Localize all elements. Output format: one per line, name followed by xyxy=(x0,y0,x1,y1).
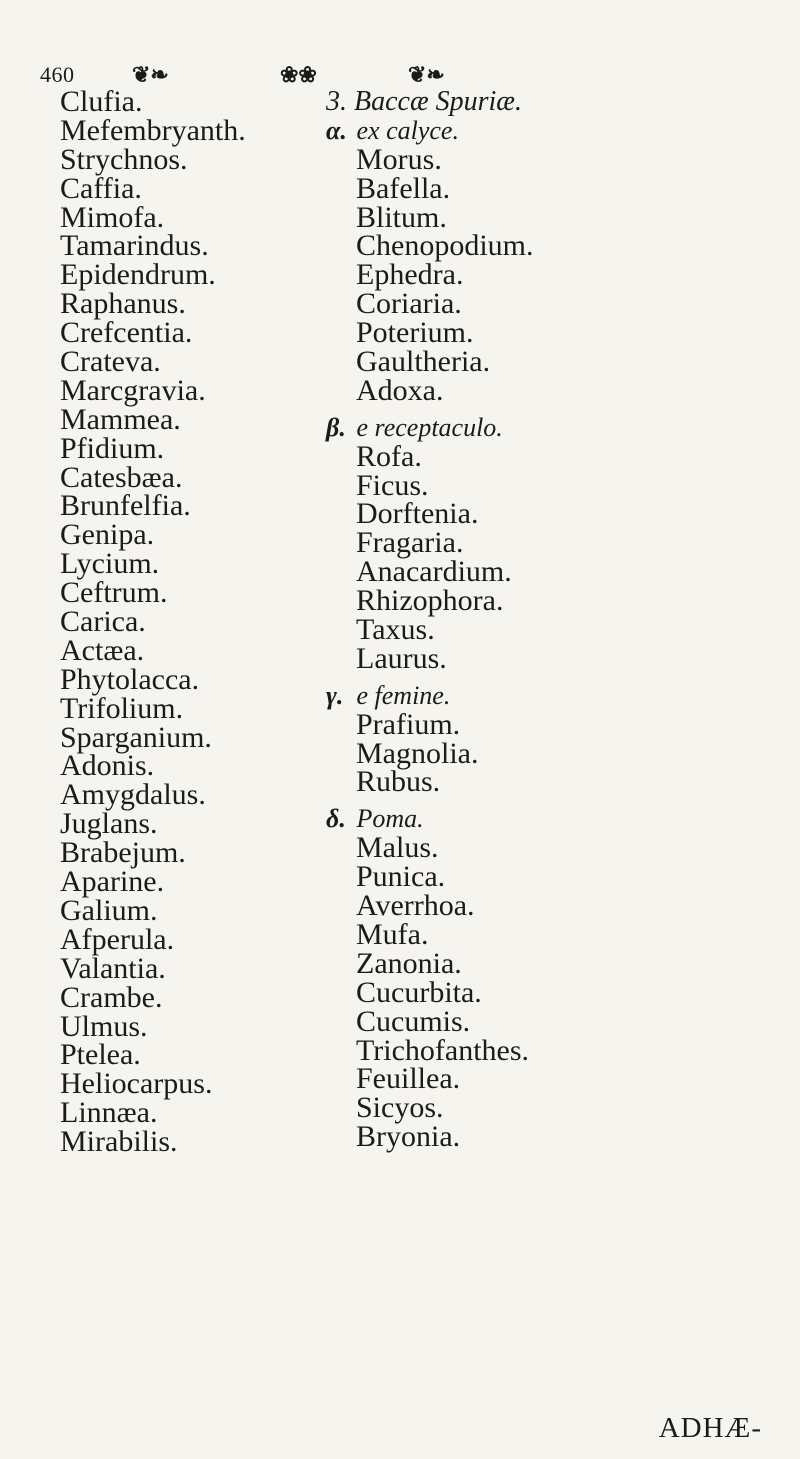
genus-entry: Galium. xyxy=(60,893,158,927)
genus-entry: Sicyos. xyxy=(356,1091,444,1125)
genus-entry: Averrhoa. xyxy=(356,889,475,923)
genus-entry: Crambe. xyxy=(60,980,163,1014)
genus-entry: Clufia. xyxy=(60,85,143,118)
subgroup-marker: δ. xyxy=(326,804,346,834)
genus-entry: Dorftenia. xyxy=(356,497,479,531)
genus-entry: Aparine. xyxy=(60,865,165,899)
genus-entry: Mammea. xyxy=(60,402,181,436)
genus-entry: Cucurbita. xyxy=(356,975,482,1009)
genus-entry: Morus. xyxy=(356,142,442,176)
genus-entry: Ulmus. xyxy=(60,1009,148,1043)
page-number: 460 xyxy=(40,62,75,87)
genus-entry: Mefembryanth. xyxy=(60,113,246,147)
catchword: ADHÆ- xyxy=(658,1412,762,1444)
ornament-right-icon: ❦❧ xyxy=(408,62,445,87)
genus-entry: Adonis. xyxy=(60,749,155,783)
genus-entry: Ptelea. xyxy=(60,1038,141,1072)
genus-entry: Phytolacca. xyxy=(60,662,200,696)
genus-entry: Bafella. xyxy=(356,171,451,205)
genus-entry: Taxus. xyxy=(356,613,435,647)
genus-entry: Sparganium. xyxy=(60,720,212,754)
genus-entry: Valantia. xyxy=(60,951,166,985)
subgroup-title: ex calyce. xyxy=(356,115,459,145)
genus-entry: Catesbæa. xyxy=(60,460,183,494)
genus-entry: Ephedra. xyxy=(356,258,464,292)
subgroup-heading xyxy=(326,682,786,711)
subgroup-title: Poma. xyxy=(356,804,424,834)
genus-entry: Prafium. xyxy=(356,707,461,741)
genus-entry: Ficus. xyxy=(356,468,429,502)
genus-entry: Crefcentia. xyxy=(60,316,193,350)
genus-entry: Zanonia. xyxy=(356,946,462,980)
genus-entry: Tamarindus. xyxy=(60,229,209,263)
genus-entry: Brunfelfia. xyxy=(60,489,191,523)
genus-entry: Blitum. xyxy=(356,200,447,234)
subgroup-heading xyxy=(326,805,786,834)
subgroup-marker: γ. xyxy=(326,680,344,710)
right-column xyxy=(326,88,786,1152)
genus-entry: Rofa. xyxy=(356,439,422,473)
subgroup-heading xyxy=(326,414,786,443)
genus-entry: Malus. xyxy=(356,831,439,865)
left-column xyxy=(60,85,340,1159)
right-groups xyxy=(326,117,786,1152)
section-heading: 3. Baccæ Spuriæ. xyxy=(326,86,522,117)
genus-entry: Juglans. xyxy=(60,807,158,841)
genus-entry: Linnæa. xyxy=(60,1096,158,1130)
subgroup-title: e femine. xyxy=(356,680,451,710)
genus-entry: Laurus. xyxy=(356,641,447,675)
genus-entry: Chenopodium. xyxy=(356,229,534,263)
genus-entry: Cucumis. xyxy=(356,1004,471,1038)
subgroup-heading xyxy=(326,117,786,146)
genus-entry: Raphanus. xyxy=(60,287,186,321)
subgroup-title: e receptaculo. xyxy=(356,412,503,442)
genus-entry: Mimofa. xyxy=(60,200,165,234)
genus-entry: Crateva. xyxy=(60,345,161,379)
genus-entry: Fragaria. xyxy=(356,526,464,560)
genus-entry: Poterium. xyxy=(356,316,474,350)
genus-entry: Strychnos. xyxy=(60,142,188,176)
genus-entry: Amygdalus. xyxy=(60,778,206,812)
genus-entry: Feuillea. xyxy=(356,1062,461,1096)
genus-entry: Pfidium. xyxy=(60,431,165,465)
genus-entry: Genipa. xyxy=(60,518,155,552)
genus-entry: Rhizophora. xyxy=(356,584,504,618)
genus-entry: Coriaria. xyxy=(356,287,462,321)
genus-entry: Afperula. xyxy=(60,922,175,956)
genus-entry: Anacardium. xyxy=(356,555,512,589)
genus-entry: Mufa. xyxy=(356,917,429,951)
genus-entry: Brabejum. xyxy=(60,836,186,870)
genus-entry: Rubus. xyxy=(356,765,441,799)
genus-entry: Ceftrum. xyxy=(60,576,168,610)
genus-entry: Epidendrum. xyxy=(60,258,216,292)
genus-entry: Marcgravia. xyxy=(60,373,206,407)
ornament-left-icon: ❦❧ xyxy=(132,62,169,87)
subgroup-marker: β. xyxy=(326,412,346,442)
ornament-center-icon: ❀❀ xyxy=(280,62,317,87)
genus-entry: Mirabilis. xyxy=(60,1125,178,1159)
genus-entry: Heliocarpus. xyxy=(60,1067,213,1101)
genus-entry: Bryonia. xyxy=(356,1120,461,1154)
genus-entry: Trichofanthes. xyxy=(356,1033,530,1067)
genus-entry: Actæa. xyxy=(60,633,145,667)
genus-entry: Trifolium. xyxy=(60,691,184,725)
genus-entry: Lycium. xyxy=(60,547,160,581)
genus-entry: Magnolia. xyxy=(356,736,479,770)
genus-entry: Adoxa. xyxy=(356,373,444,407)
genus-entry: Caffia. xyxy=(60,171,142,205)
genus-entry: Punica. xyxy=(356,860,446,894)
genus-entry: Carica. xyxy=(60,605,146,639)
subgroup-marker: α. xyxy=(326,115,347,145)
genus-entry: Gaultheria. xyxy=(356,345,491,379)
